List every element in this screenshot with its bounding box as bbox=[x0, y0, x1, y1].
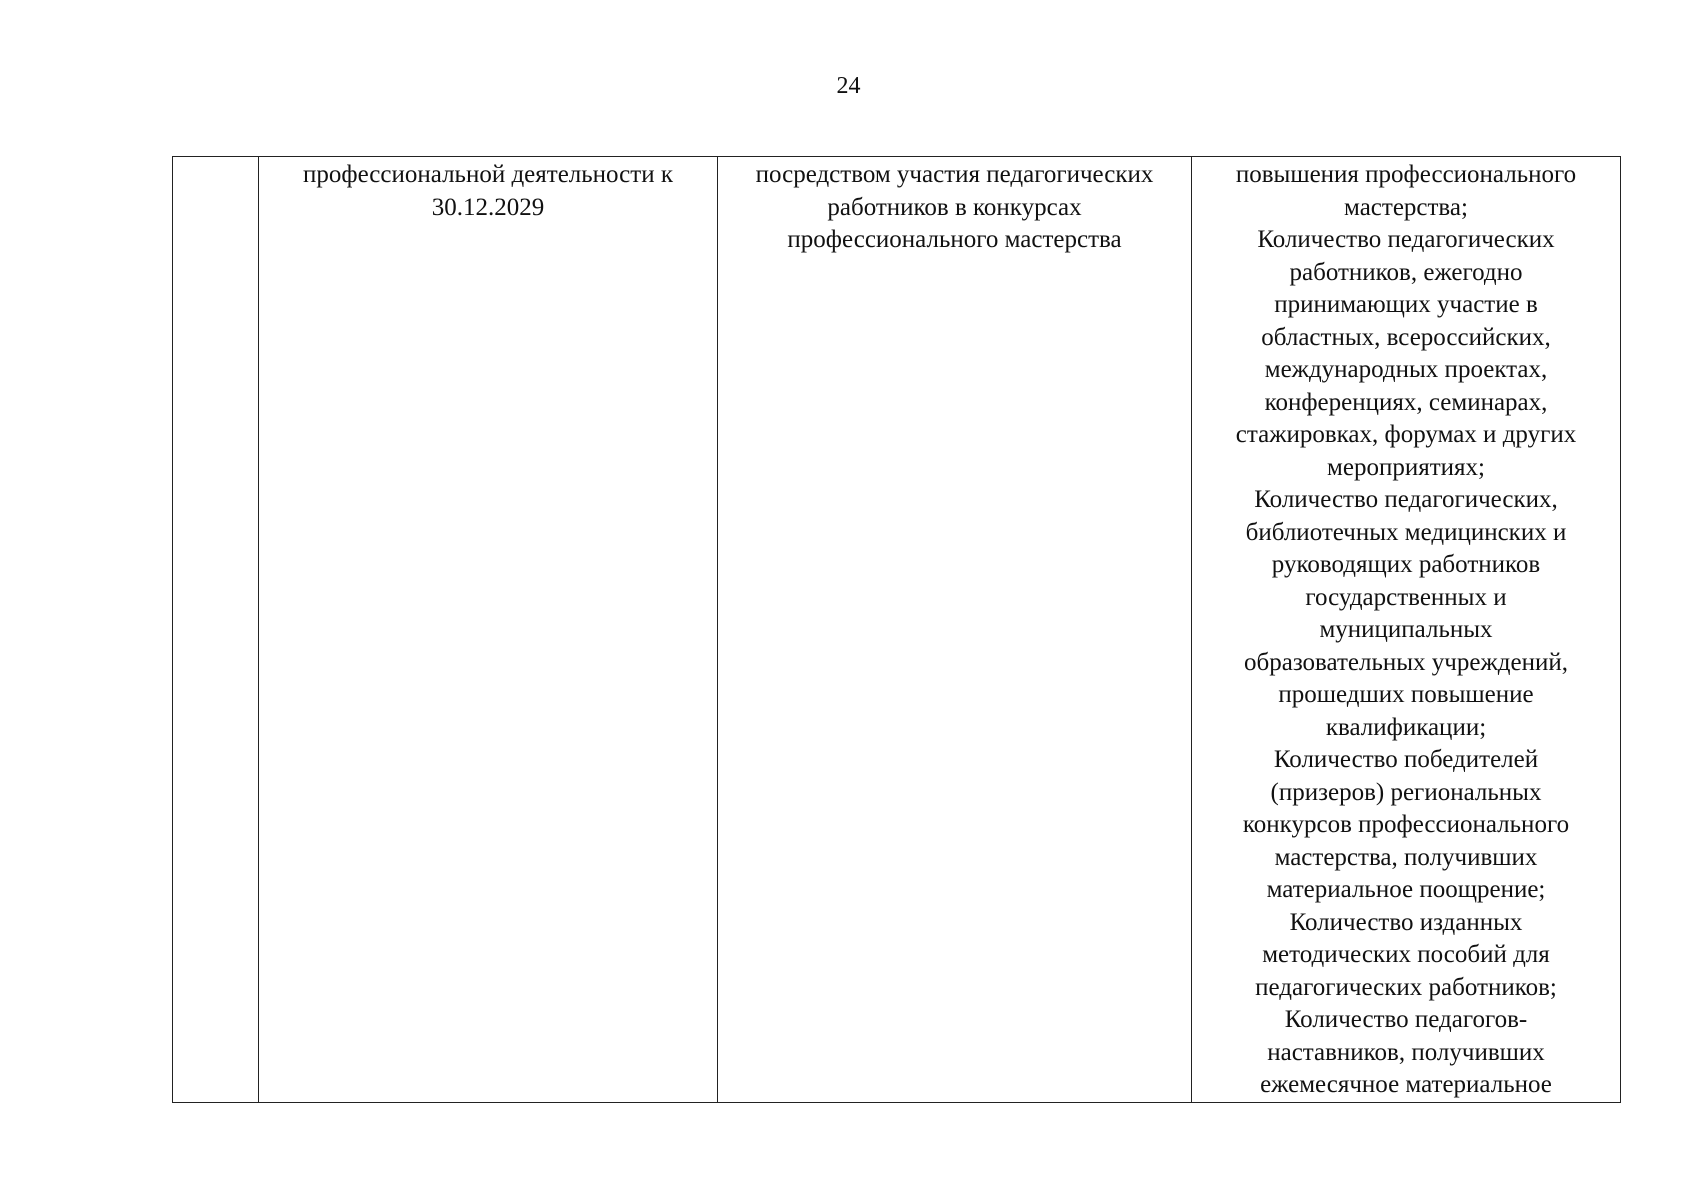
cell-text-line: (призеров) региональных bbox=[1270, 778, 1542, 806]
cell-text-line: образовательных учреждений, bbox=[1244, 648, 1568, 676]
cell-text-line: библиотечных медицинских и bbox=[1245, 518, 1567, 546]
cell-text-line: государственных и bbox=[1305, 583, 1507, 611]
cell-text-line: педагогических работников; bbox=[1255, 973, 1557, 1001]
cell-text-line: мероприятиях; bbox=[1327, 453, 1485, 481]
cell-text-line: ежемесячное материальное bbox=[1260, 1071, 1552, 1098]
cell-text-line: Количество педагогических bbox=[1257, 226, 1555, 253]
cell-text-line: Количество педагогических, bbox=[1254, 486, 1558, 513]
cell-text-line: международных проектах, bbox=[1264, 356, 1548, 383]
cell-text-line: профессиональной деятельности к bbox=[303, 161, 673, 188]
cell-text-line: конкурсов профессионального bbox=[1242, 811, 1570, 838]
continuation-table bbox=[172, 156, 1621, 1103]
cell-text-line: прошедших повышение bbox=[1278, 681, 1534, 708]
cell-text-line: методических пособий для bbox=[1262, 941, 1550, 968]
cell-text-line: квалификации; bbox=[1325, 713, 1487, 741]
table-cell-deadline bbox=[259, 157, 718, 1103]
cell-text-line: конференциях, семинарах, bbox=[1264, 388, 1548, 416]
page-number: 24 bbox=[836, 73, 861, 99]
cell-text-line: 30.12.2029 bbox=[431, 193, 545, 221]
cell-text-line: материальное поощрение; bbox=[1266, 876, 1546, 903]
cell-text-line: профессионального мастерства bbox=[787, 226, 1122, 253]
cell-text-line: муниципальных bbox=[1319, 616, 1493, 643]
cell-text-line: принимающих участие в bbox=[1274, 291, 1538, 318]
cell-text-line: Количество педагогов- bbox=[1284, 1006, 1528, 1033]
cell-text-line: работников в конкурсах bbox=[827, 193, 1082, 221]
cell-text-line: наставников, получивших bbox=[1267, 1038, 1545, 1066]
cell-text-line: руководящих работников bbox=[1271, 551, 1541, 578]
table-cell-number bbox=[173, 157, 259, 1103]
cell-text-line: работников, ежегодно bbox=[1289, 258, 1523, 286]
cell-text-line: Количество изданных bbox=[1289, 908, 1523, 936]
cell-text-line: Количество победителей bbox=[1273, 746, 1539, 773]
cell-text-line: областных, всероссийских, bbox=[1261, 323, 1551, 351]
cell-text-line: мастерства; bbox=[1344, 193, 1468, 221]
cell-text-line: повышения профессионального bbox=[1235, 161, 1577, 188]
cell-text-line: мастерства, получивших bbox=[1274, 843, 1538, 871]
cell-text-line: посредством участия педагогических bbox=[755, 161, 1154, 188]
cell-text-line: стажировках, форумах и других bbox=[1235, 421, 1577, 448]
table-cell-indicators bbox=[1192, 157, 1621, 1103]
table-cell-description bbox=[718, 157, 1192, 1103]
table-row bbox=[173, 157, 1621, 1103]
